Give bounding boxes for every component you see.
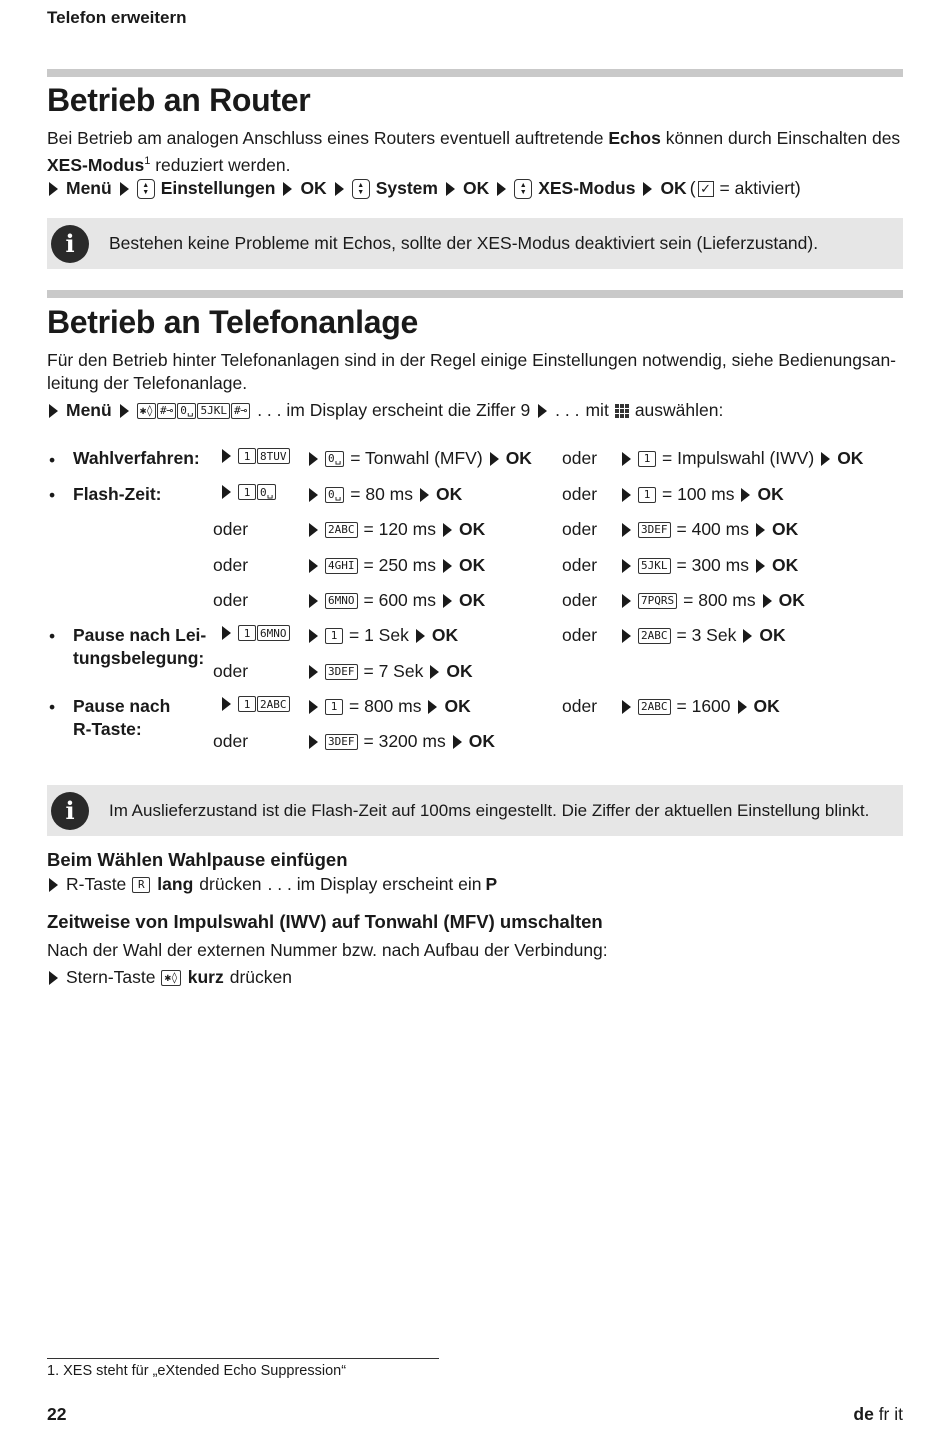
ok-text: OK — [444, 696, 471, 716]
keys-cell — [220, 696, 291, 712]
arrow-icon — [309, 452, 318, 466]
section-title-pbx: Betrieb an Telefonanlage — [47, 304, 418, 340]
nav-key-icon: ▲ ▼ — [352, 179, 370, 199]
info-box — [47, 218, 903, 269]
text: . . . — [555, 400, 580, 420]
ok-text: OK — [468, 731, 495, 751]
arrow-icon — [49, 404, 58, 418]
router-steps — [47, 178, 801, 199]
oder-text: oder — [562, 590, 598, 610]
oder-text: oder — [213, 555, 249, 575]
arrow-icon — [756, 523, 765, 537]
step-ok: OK — [300, 178, 327, 198]
text: mit — [585, 400, 609, 420]
arrow-icon — [622, 452, 631, 466]
checkbox-checked-icon: ✓ — [698, 181, 714, 197]
key-3-icon: 3DEF — [325, 734, 358, 750]
oder-text: oder — [562, 696, 598, 716]
key-2-icon: 2ABC — [325, 522, 358, 538]
option-cell — [307, 661, 473, 682]
key-0-icon: 0␣ — [177, 403, 196, 419]
wahlpause-step — [47, 874, 497, 895]
oder-text: oder — [213, 519, 249, 539]
arrow-icon — [428, 700, 437, 714]
mfv-step — [47, 967, 292, 988]
arrow-icon — [497, 182, 506, 196]
option-cell — [307, 696, 471, 717]
section-rule — [47, 290, 903, 298]
ok-text: OK — [458, 590, 486, 610]
text-bold: XES-Modus — [47, 154, 145, 175]
step-ok: OK — [660, 178, 687, 198]
key-5-icon: 5JKL — [197, 403, 230, 419]
subheading-wahlpause: Beim Wählen Wahlpause einfügen — [47, 849, 348, 870]
arrow-icon — [420, 488, 429, 502]
text: drücken — [199, 874, 262, 894]
lang-other: fr it — [878, 1404, 903, 1424]
oder-text: oder — [562, 484, 598, 504]
key-2-icon: 2ABC — [257, 696, 290, 712]
router-paragraph — [47, 127, 907, 177]
arrow-icon — [738, 700, 747, 714]
option-value: = 300 ms — [676, 555, 749, 575]
oder-text: oder — [562, 625, 598, 645]
text: Stern-Taste — [66, 967, 156, 987]
ok-text: OK — [458, 519, 486, 539]
arrow-icon — [222, 697, 231, 711]
info-icon: i — [51, 225, 89, 263]
arrow-icon — [443, 559, 452, 573]
arrow-icon — [283, 182, 292, 196]
text: . . . im Display erscheint die Ziffer 9 — [257, 400, 531, 420]
key-1-icon: 1 — [638, 487, 656, 503]
arrow-icon — [622, 594, 631, 608]
option-value: = 120 ms — [363, 519, 436, 539]
text: ( — [689, 178, 696, 198]
option-cell — [307, 555, 485, 576]
arrow-icon — [622, 700, 631, 714]
text-bold: lang — [157, 874, 194, 894]
key-7-icon: 7PQRS — [638, 593, 677, 609]
label-pause-line1: Pause nach Lei- — [73, 625, 207, 645]
arrow-icon — [743, 629, 752, 643]
oder-text: oder — [562, 519, 598, 539]
key-1-icon: 1 — [238, 625, 256, 641]
subheading-mfv: Zeitweise von Impulswahl (IWV) auf Tonwahl (MFV) umschalten — [47, 911, 603, 932]
ok-text: OK — [446, 661, 473, 681]
arrow-icon — [446, 182, 455, 196]
ok-text: OK — [759, 625, 786, 645]
footnote: 1. XES steht für „eXtended Echo Suppression“ — [47, 1363, 347, 1379]
arrow-icon — [453, 735, 462, 749]
key-0-icon: 0␣ — [325, 487, 344, 503]
nav-key-icon: ▲ ▼ — [514, 179, 532, 199]
option-cell — [307, 484, 462, 505]
pbx-paragraph: Für den Betrieb hinter Telefonanlagen sind in der Regel einige Einstellungen notwendig, siehe Bedienungsan-leitung der Telefonanlage. — [47, 350, 897, 393]
arrow-icon — [309, 629, 318, 643]
key-r-icon: R — [132, 877, 150, 893]
key-0-icon: 0␣ — [257, 484, 276, 500]
oder-text: oder — [562, 555, 598, 575]
key-1-icon: 1 — [238, 696, 256, 712]
arrow-icon — [335, 182, 344, 196]
option-value: = 800 ms — [349, 696, 422, 716]
arrow-icon — [309, 735, 318, 749]
option-value: = 3 Sek — [676, 625, 737, 645]
text: auswählen: — [634, 400, 724, 420]
arrow-icon — [622, 523, 631, 537]
info-text: Bestehen keine Probleme mit Echos, sollte der XES-Modus deaktiviert sein (Lieferzustand). — [109, 233, 819, 253]
text: Bei Betrieb am analogen Anschluss eines Routers eventuell auftretende — [47, 128, 609, 148]
ok-text: OK — [837, 448, 864, 468]
option-cell — [620, 448, 863, 469]
key-5-icon: 5JKL — [638, 558, 671, 574]
key-6-icon: 6MNO — [325, 593, 358, 609]
arrow-icon — [443, 523, 452, 537]
option-value: = 800 ms — [683, 590, 756, 610]
mfv-paragraph: Nach der Wahl der externen Nummer bzw. nach Aufbau der Verbindung: — [47, 940, 608, 960]
option-value: = Impulswahl (IWV) — [662, 448, 815, 468]
key-1-icon: 1 — [325, 699, 343, 715]
arrow-icon — [622, 559, 631, 573]
arrow-icon — [443, 594, 452, 608]
ok-text: OK — [771, 519, 799, 539]
arrow-icon — [222, 485, 231, 499]
arrow-icon — [756, 559, 765, 573]
arrow-icon — [416, 629, 425, 643]
bullet: • — [49, 485, 56, 505]
label-rtaste-line2: R-Taste: — [73, 719, 142, 739]
label-flash: Flash-Zeit: — [73, 484, 162, 504]
text-bold: Echos — [608, 128, 661, 148]
option-cell — [307, 448, 532, 469]
text-bold: kurz — [187, 967, 224, 987]
arrow-icon — [309, 523, 318, 537]
key-3-icon: 3DEF — [325, 664, 358, 680]
option-cell — [307, 625, 458, 646]
arrow-icon — [49, 182, 58, 196]
arrow-icon — [763, 594, 772, 608]
option-value: = 250 ms — [363, 555, 436, 575]
text: können durch Einschalten des — [660, 128, 901, 148]
arrow-icon — [538, 404, 547, 418]
text: . . . im Display erscheint ein — [267, 874, 482, 894]
info-icon: i — [51, 792, 89, 830]
arrow-icon — [643, 182, 652, 196]
info-text: Im Auslieferzustand ist die Flash-Zeit auf 100ms eingestellt. Die Ziffer der aktuellen Einstellung blinkt. — [109, 800, 870, 820]
pbx-steps — [47, 400, 723, 421]
ok-text: OK — [771, 555, 799, 575]
footnote-divider — [47, 1358, 439, 1359]
option-cell — [307, 519, 485, 540]
arrow-icon — [309, 559, 318, 573]
bullet: • — [49, 697, 56, 717]
ok-text: OK — [505, 448, 532, 468]
key-1-icon: 1 — [638, 451, 656, 467]
arrow-icon — [430, 665, 439, 679]
step-einstellungen: Einstellungen — [160, 178, 276, 198]
key-4-icon: 4GHI — [325, 558, 358, 574]
step-menu: Menü — [66, 400, 112, 420]
keys-cell — [220, 625, 291, 641]
option-cell — [620, 625, 786, 646]
step-menu: Menü — [66, 178, 112, 198]
option-value: = 3200 ms — [363, 731, 446, 751]
section-rule — [47, 69, 903, 77]
arrow-icon — [490, 452, 499, 466]
arrow-icon — [120, 182, 129, 196]
oder-text: oder — [213, 590, 249, 610]
key-1-icon: 1 — [238, 484, 256, 500]
key-6-icon: 6MNO — [257, 625, 290, 641]
label-rtaste-line1: Pause nach — [73, 696, 171, 716]
option-cell — [620, 484, 784, 505]
option-cell — [620, 590, 805, 611]
info-box — [47, 785, 903, 836]
key-hash-icon: #⊸ — [157, 403, 176, 419]
ok-text: OK — [436, 484, 463, 504]
label-pause-line2: tungsbelegung: — [73, 648, 205, 668]
option-value: = 7 Sek — [363, 661, 424, 681]
option-cell — [307, 590, 485, 611]
oder-text: oder — [213, 661, 249, 681]
oder-text: oder — [213, 731, 249, 751]
ok-text: OK — [458, 555, 486, 575]
arrow-icon — [622, 488, 631, 502]
option-value: = 600 ms — [363, 590, 436, 610]
option-value: = 80 ms — [350, 484, 413, 504]
key-sequence — [137, 403, 252, 419]
option-cell — [620, 519, 798, 540]
text: R-Taste — [66, 874, 127, 894]
key-1-icon: 1 — [325, 628, 343, 644]
nav-key-icon: ▲ ▼ — [137, 179, 155, 199]
running-header: Telefon erweitern — [47, 8, 187, 27]
text-bold: P — [485, 874, 498, 894]
option-value: = 1 Sek — [349, 625, 409, 645]
arrow-icon — [120, 404, 129, 418]
arrow-icon — [821, 452, 830, 466]
ok-text: OK — [753, 696, 780, 716]
ok-text: OK — [757, 484, 784, 504]
arrow-icon — [309, 594, 318, 608]
text: = aktiviert) — [719, 178, 801, 198]
oder-text: oder — [562, 448, 598, 468]
text: reduziert werden. — [150, 154, 291, 175]
arrow-icon — [49, 971, 58, 985]
option-value: = Tonwahl (MFV) — [350, 448, 483, 468]
key-star-icon: ✱◊ — [137, 403, 156, 419]
key-1-icon: 1 — [238, 448, 256, 464]
bullet: • — [49, 450, 56, 470]
key-2-icon: 2ABC — [638, 628, 671, 644]
label-wahlverfahren: Wahlverfahren: — [73, 448, 200, 468]
step-xes: XES-Modus — [538, 178, 636, 198]
page-number: 22 — [47, 1404, 67, 1424]
footnote-ref: 1 — [144, 155, 151, 167]
arrow-icon — [741, 488, 750, 502]
option-cell — [307, 731, 495, 752]
ok-text: OK — [778, 590, 805, 610]
arrow-icon — [309, 488, 318, 502]
arrow-icon — [49, 878, 58, 892]
arrow-icon — [309, 700, 318, 714]
keypad-grid-icon — [615, 404, 629, 418]
language-indicator — [853, 1404, 903, 1425]
key-hash-icon: #⊸ — [231, 403, 250, 419]
key-3-icon: 3DEF — [638, 522, 671, 538]
bullet: • — [49, 626, 56, 646]
arrow-icon — [222, 626, 231, 640]
arrow-icon — [309, 665, 318, 679]
key-0-icon: 0␣ — [325, 451, 344, 467]
option-cell — [620, 696, 780, 717]
keys-cell — [220, 484, 277, 500]
option-value: = 100 ms — [662, 484, 735, 504]
keys-cell — [220, 448, 291, 464]
key-8-icon: 8TUV — [257, 448, 290, 464]
option-value: = 1600 — [676, 696, 731, 716]
option-cell — [620, 555, 798, 576]
step-ok: OK — [462, 178, 490, 198]
section-title-router: Betrieb an Router — [47, 82, 311, 118]
key-star-icon: ✱◊ — [161, 970, 180, 986]
lang-current: de — [853, 1404, 874, 1424]
arrow-icon — [222, 449, 231, 463]
option-value: = 400 ms — [676, 519, 749, 539]
key-2-icon: 2ABC — [638, 699, 671, 715]
ok-text: OK — [431, 625, 459, 645]
arrow-icon — [622, 629, 631, 643]
step-system: System — [375, 178, 438, 198]
text: drücken — [229, 967, 292, 987]
